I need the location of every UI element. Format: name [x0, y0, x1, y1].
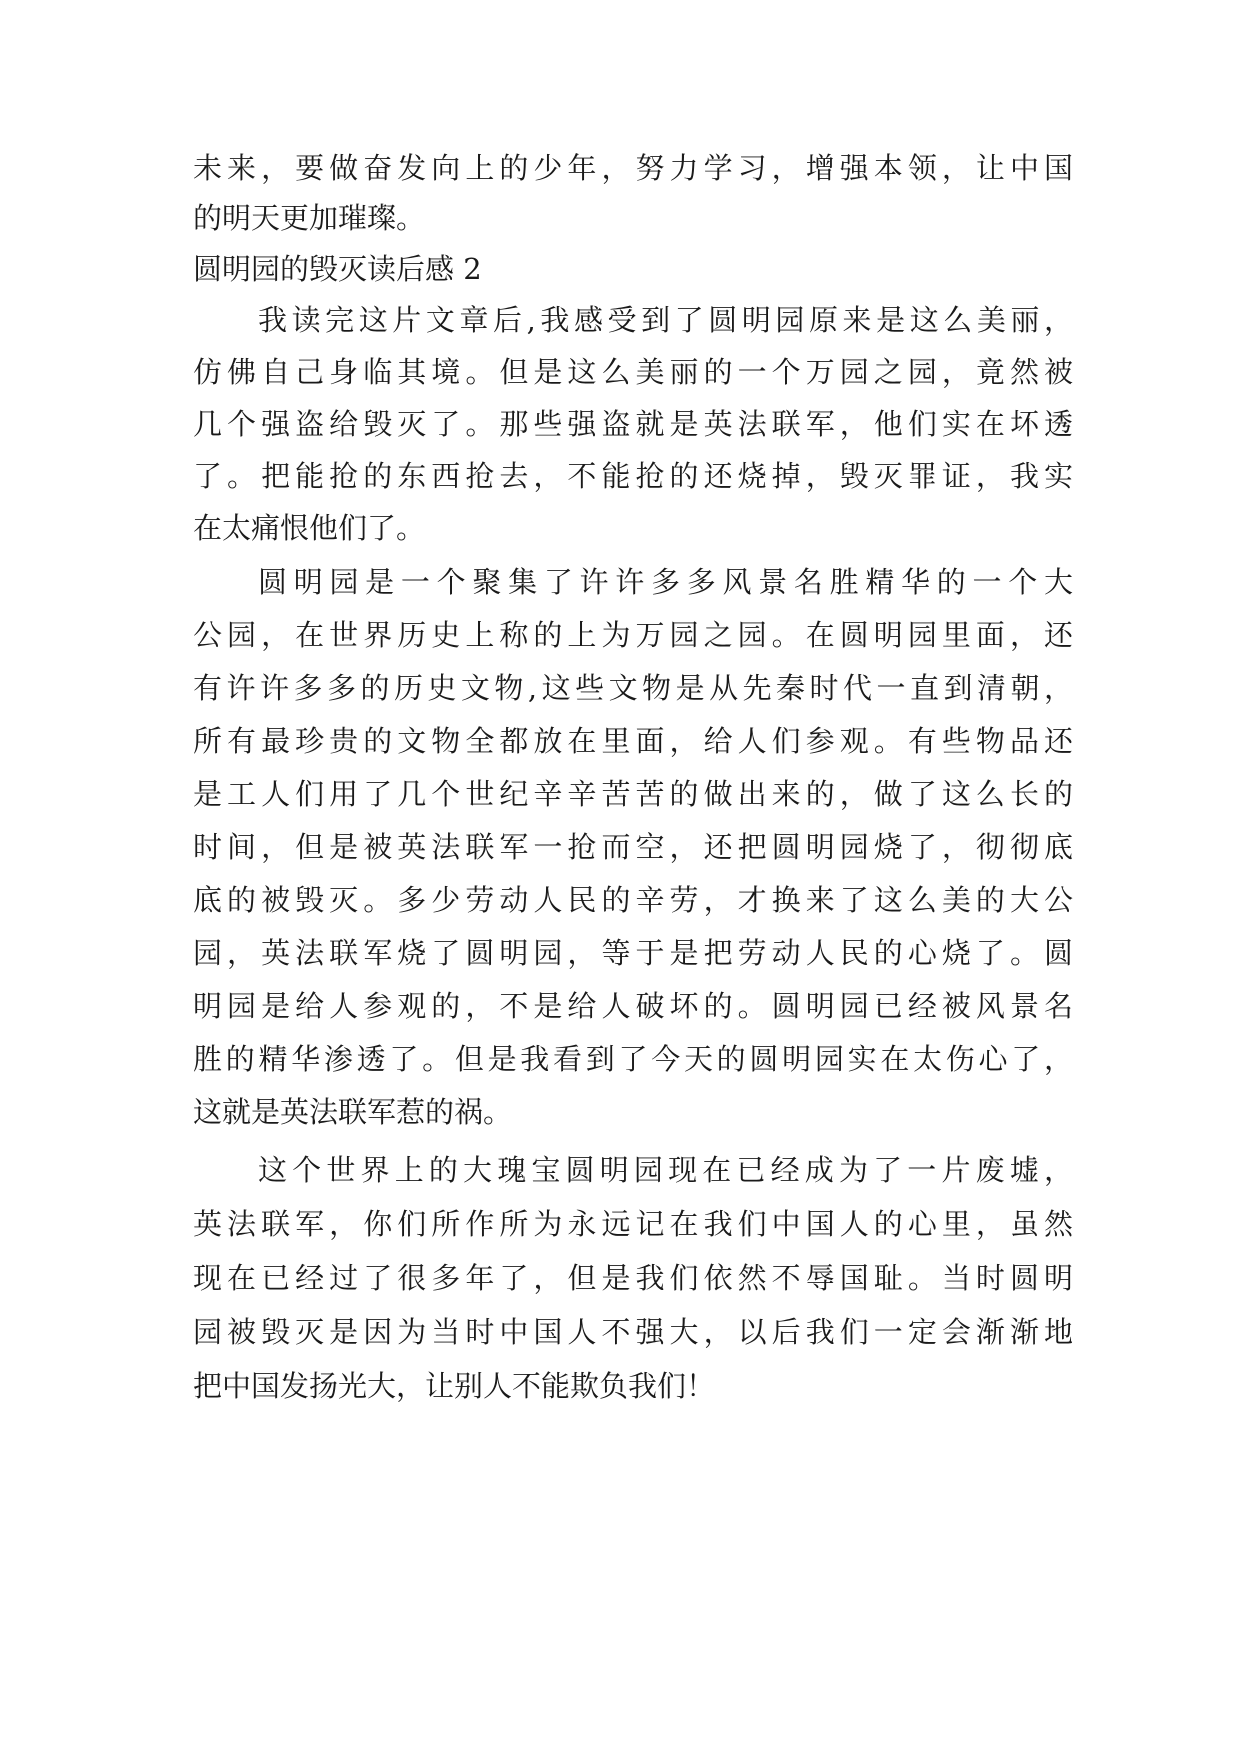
- paragraph-line: 园被毁灭是因为当时中国人不强大，以后我们一定会渐渐地: [193, 1315, 1073, 1349]
- section-heading: 圆明园的毁灭读后感 2: [193, 252, 482, 286]
- paragraph-line: 仿佛自己身临其境。但是这么美丽的一个万园之园，竟然被: [193, 355, 1073, 389]
- paragraph-line: 在太痛恨他们了。: [193, 511, 426, 545]
- paragraph-line: 底的被毁灭。多少劳动人民的辛劳，才换来了这么美的大公: [193, 883, 1073, 917]
- paragraph-line: 我读完这片文章后,我感受到了圆明园原来是这么美丽，: [258, 303, 1073, 337]
- paragraph-line: 是工人们用了几个世纪辛辛苦苦的做出来的，做了这么长的: [193, 777, 1073, 811]
- paragraph-line: 这就是英法联军惹的祸。: [193, 1095, 513, 1129]
- paragraph-line: 现在已经过了很多年了，但是我们依然不辱国耻。当时圆明: [193, 1261, 1073, 1295]
- paragraph-line: 几个强盗给毁灭了。那些强盗就是英法联军，他们实在坏透: [193, 407, 1073, 441]
- paragraph-line: 了。把能抢的东西抢去，不能抢的还烧掉，毁灭罪证，我实: [193, 459, 1073, 493]
- paragraph-line: 这个世界上的大瑰宝圆明园现在已经成为了一片废墟，: [258, 1153, 1073, 1187]
- intro-line: 未来，要做奋发向上的少年，努力学习，增强本领，让中国: [193, 151, 1073, 185]
- paragraph-line: 明园是给人参观的，不是给人破坏的。圆明园已经被风景名: [193, 989, 1073, 1023]
- paragraph-line: 圆明园是一个聚集了许许多多风景名胜精华的一个大: [258, 565, 1073, 599]
- paragraph-line: 所有最珍贵的文物全都放在里面，给人们参观。有些物品还: [193, 724, 1073, 758]
- intro-line: 的明天更加璀璨。: [193, 201, 426, 235]
- paragraph-line: 把中国发扬光大，让别人不能欺负我们！: [193, 1369, 716, 1403]
- paragraph-line: 时间，但是被英法联军一抢而空，还把圆明园烧了，彻彻底: [193, 830, 1073, 864]
- paragraph-line: 公园，在世界历史上称的上为万园之园。在圆明园里面，还: [193, 618, 1073, 652]
- paragraph-line: 胜的精华渗透了。但是我看到了今天的圆明园实在太伤心了，: [193, 1042, 1073, 1076]
- paragraph-line: 有许许多多的历史文物,这些文物是从先秦时代一直到清朝，: [193, 671, 1073, 705]
- paragraph-line: 园，英法联军烧了圆明园，等于是把劳动人民的心烧了。圆: [193, 936, 1073, 970]
- paragraph-line: 英法联军，你们所作所为永远记在我们中国人的心里，虽然: [193, 1207, 1073, 1241]
